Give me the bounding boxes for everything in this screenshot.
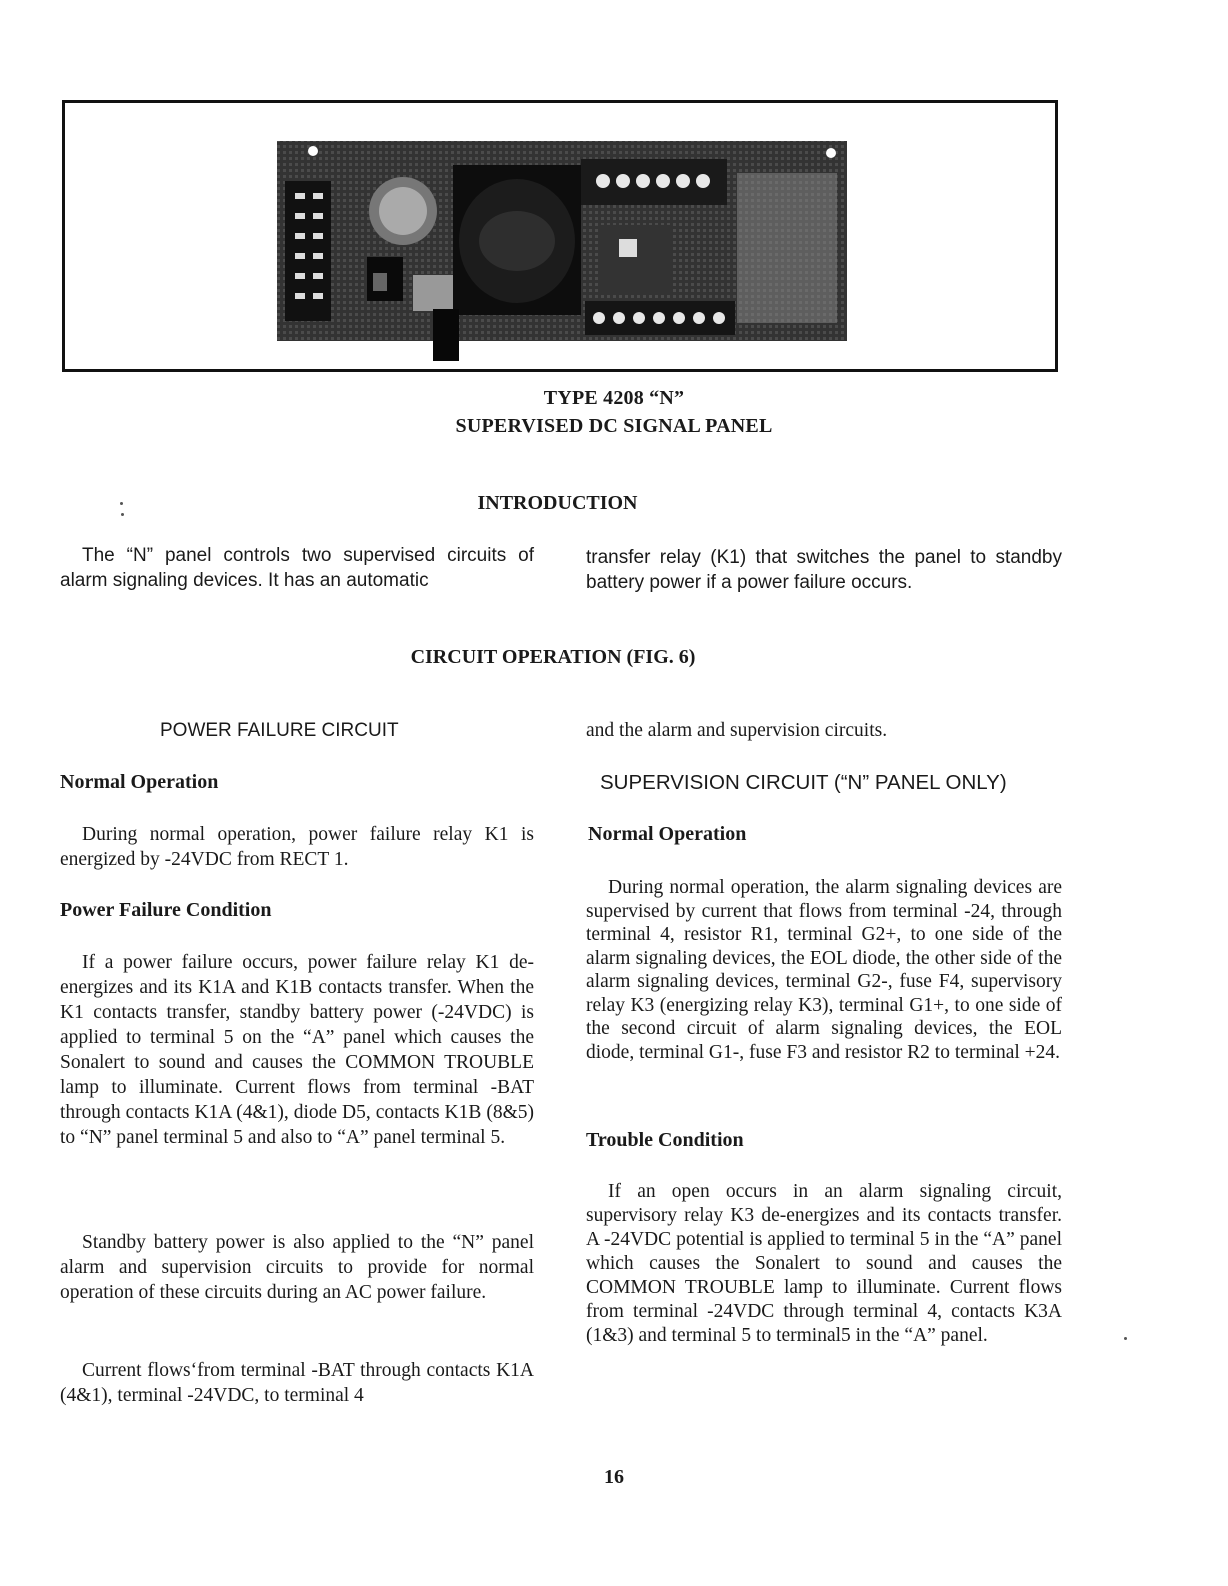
figure-caption-subtitle: SUPERVISED DC SIGNAL PANEL [455, 415, 773, 437]
power-failure-circuit-heading: POWER FAILURE CIRCUIT [160, 720, 399, 741]
trouble-condition-heading: Trouble Condition [586, 1129, 744, 1151]
current-flow-text: Current flows‘from terminal -BAT through contacts K1A (4&1), terminal -24VDC, to terminal 4 [60, 1360, 534, 1406]
scan-speck [120, 502, 123, 505]
right-normal-operation-heading: Normal Operation [588, 823, 747, 845]
scan-speck [121, 513, 124, 516]
supervision-normal-operation-text: During normal operation, the alarm signaling devices are supervised by current that flows from terminal -24, through terminal 4, resistor R1, terminal G2+, to one side of the alarm signaling devices, the EOL diode, the other side of the alarm signaling devices, terminal G2-, fuse F4, supervisory relay K3 (energizing relay K3), terminal G1+, to one side of the second circuit of alarm signaling devices, the EOL diode, terminal G1-, fuse F3 and resistor R2 to terminal +24. [586, 877, 1062, 1063]
introduction-heading: INTRODUCTION [477, 492, 638, 514]
circuit-board-photo [277, 133, 847, 361]
trouble-condition-text: If an open occurs in an alarm signaling circuit, supervisory relay K3 de-energizes and its contacts transfer. A -24VDC potential is applied to terminal 5 in the “A” panel which causes the Sonalert to sound and causes the COMMON TROUBLE lamp to illuminate. Current flows from terminal -24VDC through terminal 4, contacts K3A (1&3) and terminal 5 to terminal5 in the “A” panel. [586, 1181, 1062, 1346]
circuit-operation-heading: CIRCUIT OPERATION (FIG. 6) [410, 646, 696, 668]
power-failure-condition-heading: Power Failure Condition [60, 899, 272, 921]
supervision-circuit-heading: SUPERVISION CIRCUIT (“N” PANEL ONLY) [600, 771, 1007, 794]
introduction-text-left: The “N” panel controls two supervised circuits of alarm signaling devices. It has an automatic [60, 545, 534, 591]
power-failure-condition-text: If a power failure occurs, power failure relay K1 de-energizes and its K1A and K1B contacts transfer. When the K1 contacts transfer, standby battery power (-24VDC) is applied to terminal 5 on the “A” panel which causes the Sonalert to sound and causes the COMMON TROUBLE lamp to illuminate. Current flows from terminal -BAT through contacts K1A (4&1), diode D5, contacts K1B (8&5) to “N” panel terminal 5 and also to “A” panel terminal 5. [60, 952, 534, 1148]
standby-battery-text: Standby battery power is also applied to the “N” panel alarm and supervision circuits to provide for normal operation of these circuits during an AC power failure. [60, 1232, 534, 1303]
left-normal-operation-heading: Normal Operation [60, 771, 219, 793]
figure-caption-title: TYPE 4208 “N” [543, 387, 685, 409]
introduction-text-right: transfer relay (K1) that switches the panel to standby battery power if a power failure occurs. [586, 547, 1062, 593]
scan-speck [1124, 1337, 1127, 1340]
figure-frame [62, 100, 1058, 372]
page-number: 16 [604, 1466, 624, 1488]
continuation-text: and the alarm and supervision circuits. [586, 720, 888, 741]
left-normal-operation-text: During normal operation, power failure relay K1 is energized by -24VDC from RECT 1. [60, 824, 534, 870]
